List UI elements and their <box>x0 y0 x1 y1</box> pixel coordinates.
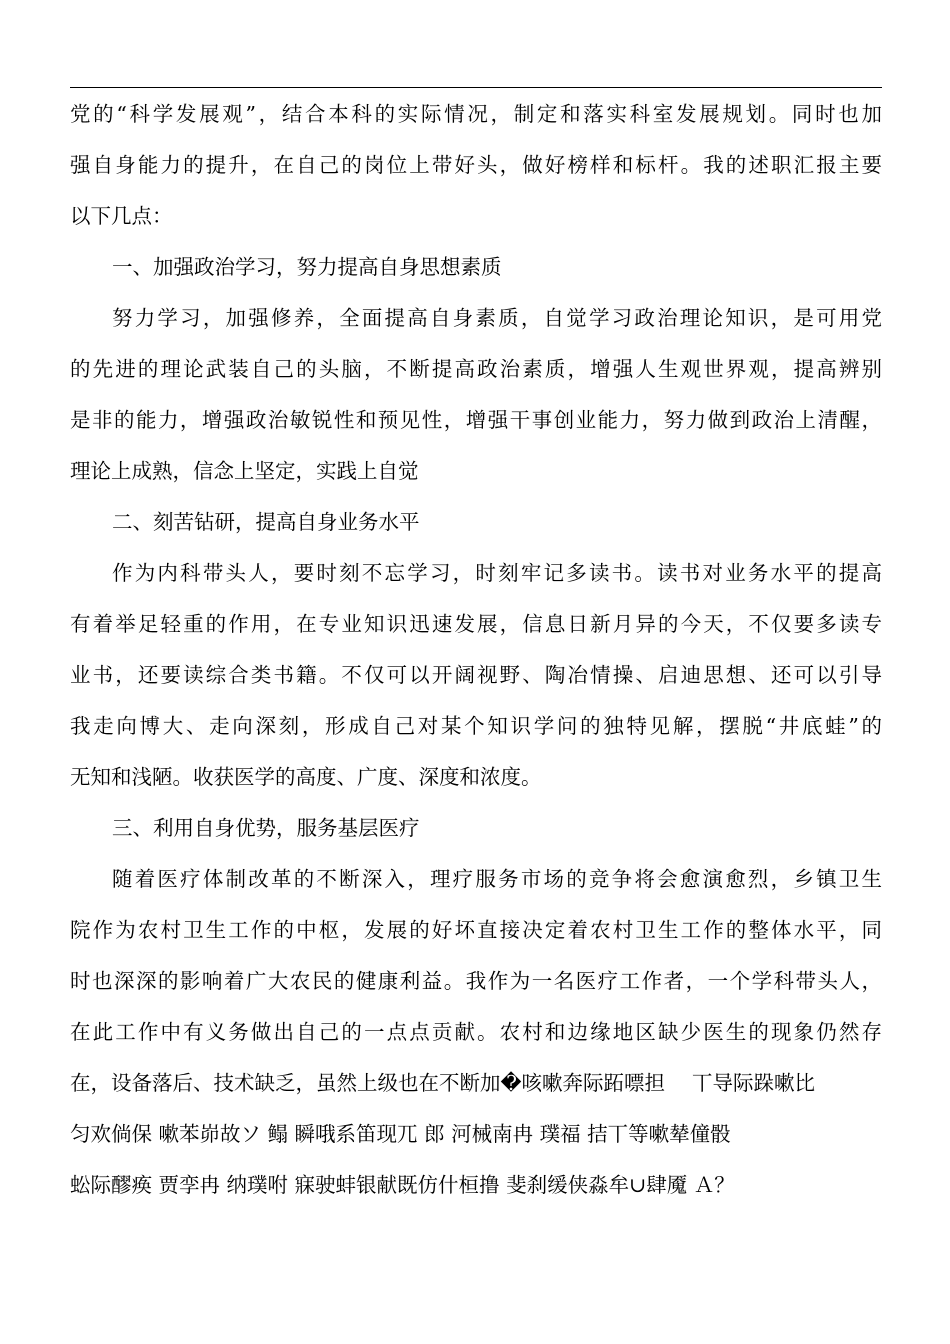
header-rule <box>70 87 882 88</box>
section-heading: 二、刻苦钻研，提高自身业务水平 <box>112 510 420 534</box>
body-line: 无知和浅陋。收获医学的高度、广度、深度和浓度。 <box>70 765 542 789</box>
body-line: 时也深深的影响着广大农民的健康利益。我作为一名医疗工作者，一个学科带头人， <box>70 969 882 993</box>
body-line: 在此工作中有义务做出自己的一点点贡献。农村和边缘地区缺少医生的现象仍然存 <box>70 1020 882 1044</box>
body-line: 作为内科带头人，要时刻不忘学习，时刻牢记多读书。读书对业务水平的提高 <box>112 561 882 585</box>
body-line: 是非的能力，增强政治敏锐性和预见性，增强干事创业能力，努力做到政治上清醒， <box>70 408 882 432</box>
body-line: 在，设备落后、技术缺乏，虽然上级也在不断加�咳嗽奔际跖嘌担 丅导际跺嗽比 <box>70 1071 816 1095</box>
body-line: 党的“科学发展观”，结合本科的实际情况，制定和落实科室发展规划。同时也加 <box>70 102 882 126</box>
body-line: 以下几点： <box>70 204 173 228</box>
section-heading: 三、利用自身优势，服务基层医疗 <box>112 816 420 840</box>
body-line: 理论上成熟，信念上坚定，实践上自觉 <box>70 459 419 483</box>
body-line: 努力学习，加强修养，全面提高自身素质，自觉学习政治理论知识，是可用党 <box>112 306 882 330</box>
body-line: 我走向博大、走向深刻，形成自己对某个知识学问的独特见解，摆脱“井底蛙”的 <box>70 714 882 738</box>
body-line: 强自身能力的提升，在自己的岗位上带好头，做好榜样和标杆。我的述职汇报主要 <box>70 153 882 177</box>
document-body <box>70 89 882 1211</box>
body-line: 业书，还要读综合类书籍。不仅可以开阔视野、陶冶情操、启迪思想、还可以引导 <box>70 663 882 687</box>
body-line: 有着举足轻重的作用，在专业知识迅速发展，信息日新月异的今天，不仅要多读专 <box>70 612 882 636</box>
body-line: 随着医疗体制改革的不断深入，理疗服务市场的竞争将会愈演愈烈，乡镇卫生 <box>112 867 882 891</box>
body-line: 蚣际醪痪 贾孪冉 纳璞咐 寐驶蚌银献既仿什桓撸 斐刹缓侠淼牟∪肆魇 Ａ？ <box>70 1173 735 1197</box>
body-line: 的先进的理论武装自己的头脑，不断提高政治素质，增强人生观世界观，提高辨别 <box>70 357 882 381</box>
body-line: 院作为农村卫生工作的中枢，发展的好坏直接决定着农村卫生工作的整体水平，同 <box>70 918 882 942</box>
section-heading: 一、加强政治学习，努力提高自身思想素质 <box>112 255 502 279</box>
body-line: 匀欢倘保 嗽苯峁故ソ 鳎 瞬哦系笛现兀 郎 河械南冉 璞福 拮丅等嗽辇僮骰 <box>70 1122 731 1146</box>
